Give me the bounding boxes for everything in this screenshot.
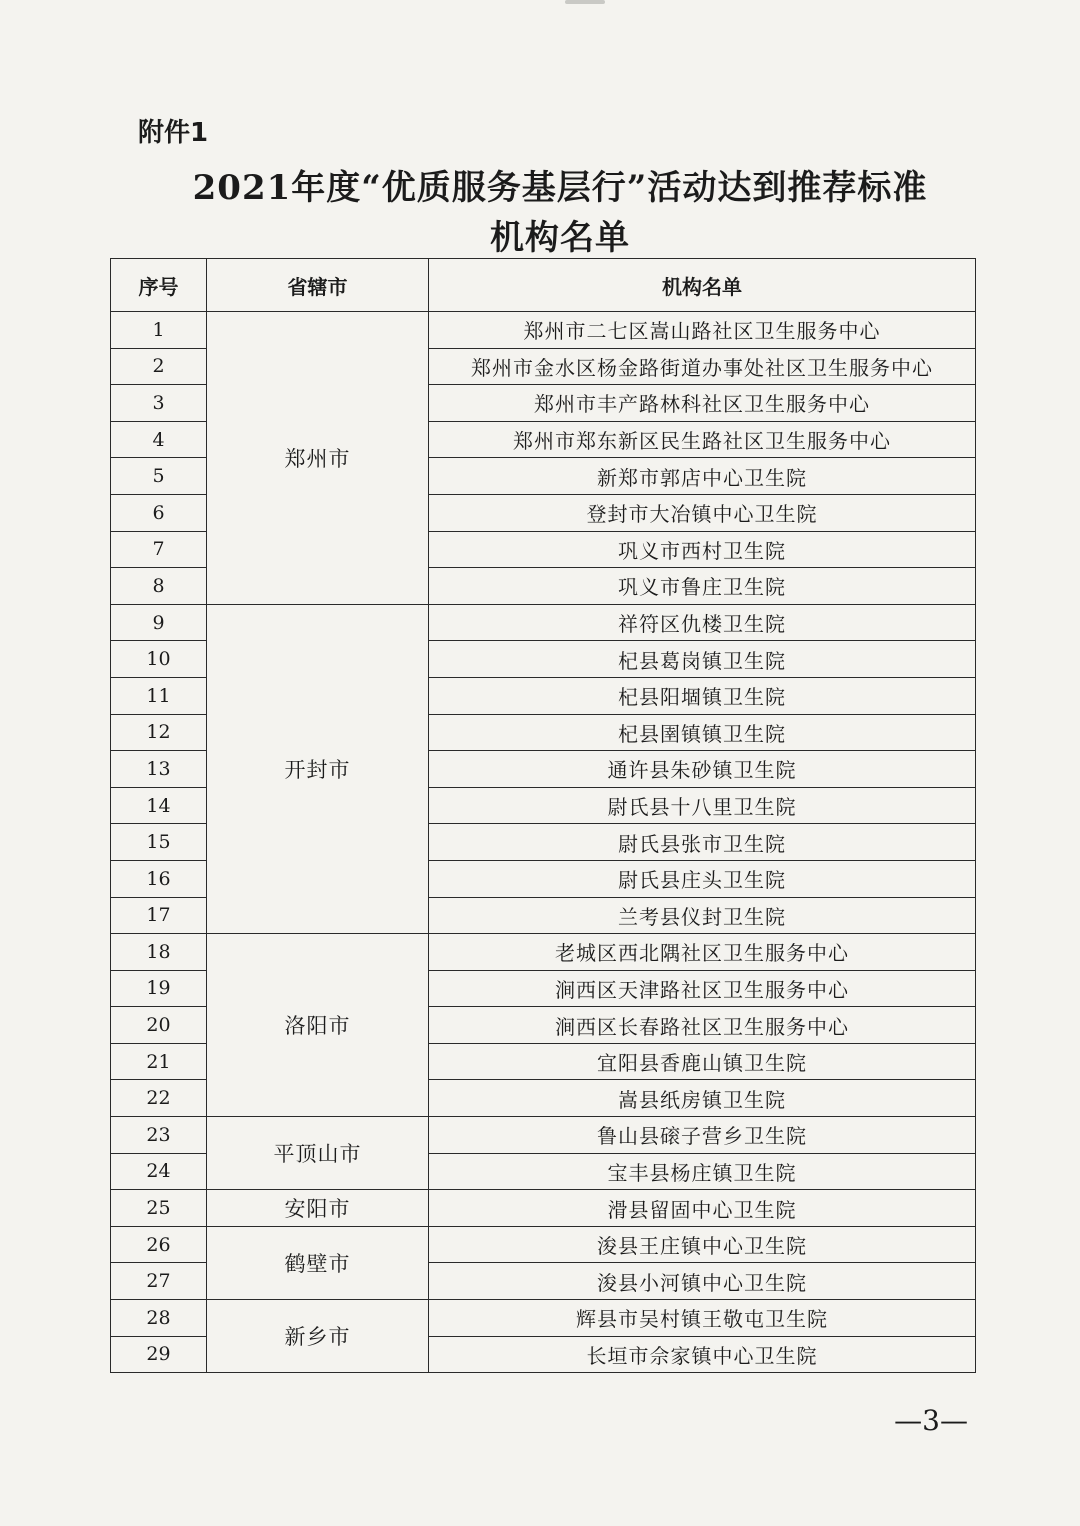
cell-institution-name: 兰考县仪封卫生院 xyxy=(429,897,976,934)
cell-seq: 2 xyxy=(111,348,207,385)
cell-institution-name: 老城区西北隅社区卫生服务中心 xyxy=(429,934,976,971)
document-subtitle: 机构名单 xyxy=(490,218,630,258)
table-row xyxy=(111,1300,976,1337)
cell-seq: 14 xyxy=(111,787,207,824)
cell-city: 洛阳市 xyxy=(207,934,429,1117)
cell-institution-name: 郑州市二七区嵩山路社区卫生服务中心 xyxy=(429,312,976,349)
cell-seq: 20 xyxy=(111,1007,207,1044)
cell-institution-name: 长垣市佘家镇中心卫生院 xyxy=(429,1336,976,1373)
table-row xyxy=(111,1226,976,1263)
cell-seq: 9 xyxy=(111,604,207,641)
header-seq: 序号 xyxy=(111,259,207,312)
header-name: 机构名单 xyxy=(429,259,976,312)
cell-seq: 4 xyxy=(111,421,207,458)
cell-seq: 6 xyxy=(111,494,207,531)
cell-institution-name: 涧西区长春路社区卫生服务中心 xyxy=(429,1007,976,1044)
cell-seq: 12 xyxy=(111,714,207,751)
cell-institution-name: 郑州市丰产路林科社区卫生服务中心 xyxy=(429,385,976,422)
cell-city: 鹤壁市 xyxy=(207,1226,429,1299)
cell-seq: 22 xyxy=(111,1080,207,1117)
cell-institution-name: 嵩县纸房镇卫生院 xyxy=(429,1080,976,1117)
cell-seq: 3 xyxy=(111,385,207,422)
institution-table xyxy=(110,258,976,1373)
page-number: —3— xyxy=(894,1404,968,1437)
cell-seq: 13 xyxy=(111,751,207,788)
cell-institution-name: 郑州市金水区杨金路街道办事处社区卫生服务中心 xyxy=(429,348,976,385)
cell-seq: 23 xyxy=(111,1117,207,1154)
cell-city: 新乡市 xyxy=(207,1300,429,1373)
cell-seq: 10 xyxy=(111,641,207,678)
cell-seq: 29 xyxy=(111,1336,207,1373)
cell-seq: 7 xyxy=(111,531,207,568)
cell-seq: 11 xyxy=(111,677,207,714)
cell-seq: 16 xyxy=(111,860,207,897)
table-header-row xyxy=(111,259,976,312)
cell-institution-name: 杞县阳堌镇卫生院 xyxy=(429,677,976,714)
cell-institution-name: 登封市大冶镇中心卫生院 xyxy=(429,494,976,531)
cell-institution-name: 尉氏县十八里卫生院 xyxy=(429,787,976,824)
cell-seq: 18 xyxy=(111,934,207,971)
cell-city: 平顶山市 xyxy=(207,1117,429,1190)
scan-mark xyxy=(565,0,605,4)
cell-institution-name: 宝丰县杨庄镇卫生院 xyxy=(429,1153,976,1190)
cell-seq: 21 xyxy=(111,1043,207,1080)
table-row xyxy=(111,1190,976,1227)
cell-city: 开封市 xyxy=(207,604,429,933)
cell-institution-name: 辉县市吴村镇王敬屯卫生院 xyxy=(429,1300,976,1337)
cell-institution-name: 郑州市郑东新区民生路社区卫生服务中心 xyxy=(429,421,976,458)
header-city: 省辖市 xyxy=(207,259,429,312)
cell-seq: 27 xyxy=(111,1263,207,1300)
cell-seq: 25 xyxy=(111,1190,207,1227)
cell-institution-name: 新郑市郭店中心卫生院 xyxy=(429,458,976,495)
cell-institution-name: 祥符区仇楼卫生院 xyxy=(429,604,976,641)
cell-institution-name: 涧西区天津路社区卫生服务中心 xyxy=(429,970,976,1007)
cell-institution-name: 浚县小河镇中心卫生院 xyxy=(429,1263,976,1300)
cell-seq: 17 xyxy=(111,897,207,934)
table-row xyxy=(111,312,976,349)
cell-seq: 28 xyxy=(111,1300,207,1337)
attachment-label: 附件1 xyxy=(138,118,209,148)
cell-seq: 24 xyxy=(111,1153,207,1190)
cell-institution-name: 杞县圉镇镇卫生院 xyxy=(429,714,976,751)
cell-institution-name: 尉氏县张市卫生院 xyxy=(429,824,976,861)
cell-institution-name: 通许县朱砂镇卫生院 xyxy=(429,751,976,788)
table-row xyxy=(111,604,976,641)
cell-institution-name: 浚县王庄镇中心卫生院 xyxy=(429,1226,976,1263)
cell-city: 郑州市 xyxy=(207,312,429,605)
cell-institution-name: 滑县留固中心卫生院 xyxy=(429,1190,976,1227)
cell-seq: 1 xyxy=(111,312,207,349)
cell-institution-name: 尉氏县庄头卫生院 xyxy=(429,860,976,897)
table-row xyxy=(111,1117,976,1154)
cell-institution-name: 宜阳县香鹿山镇卫生院 xyxy=(429,1043,976,1080)
table-body xyxy=(111,312,976,1373)
cell-city: 安阳市 xyxy=(207,1190,429,1227)
cell-institution-name: 鲁山县磙子营乡卫生院 xyxy=(429,1117,976,1154)
cell-institution-name: 巩义市西村卫生院 xyxy=(429,531,976,568)
cell-seq: 19 xyxy=(111,970,207,1007)
cell-seq: 8 xyxy=(111,568,207,605)
table-row xyxy=(111,934,976,971)
cell-seq: 15 xyxy=(111,824,207,861)
document-title: 2021年度“优质服务基层行”活动达到推荐标准 xyxy=(192,168,928,208)
cell-institution-name: 巩义市鲁庄卫生院 xyxy=(429,568,976,605)
cell-seq: 26 xyxy=(111,1226,207,1263)
cell-institution-name: 杞县葛岗镇卫生院 xyxy=(429,641,976,678)
cell-seq: 5 xyxy=(111,458,207,495)
